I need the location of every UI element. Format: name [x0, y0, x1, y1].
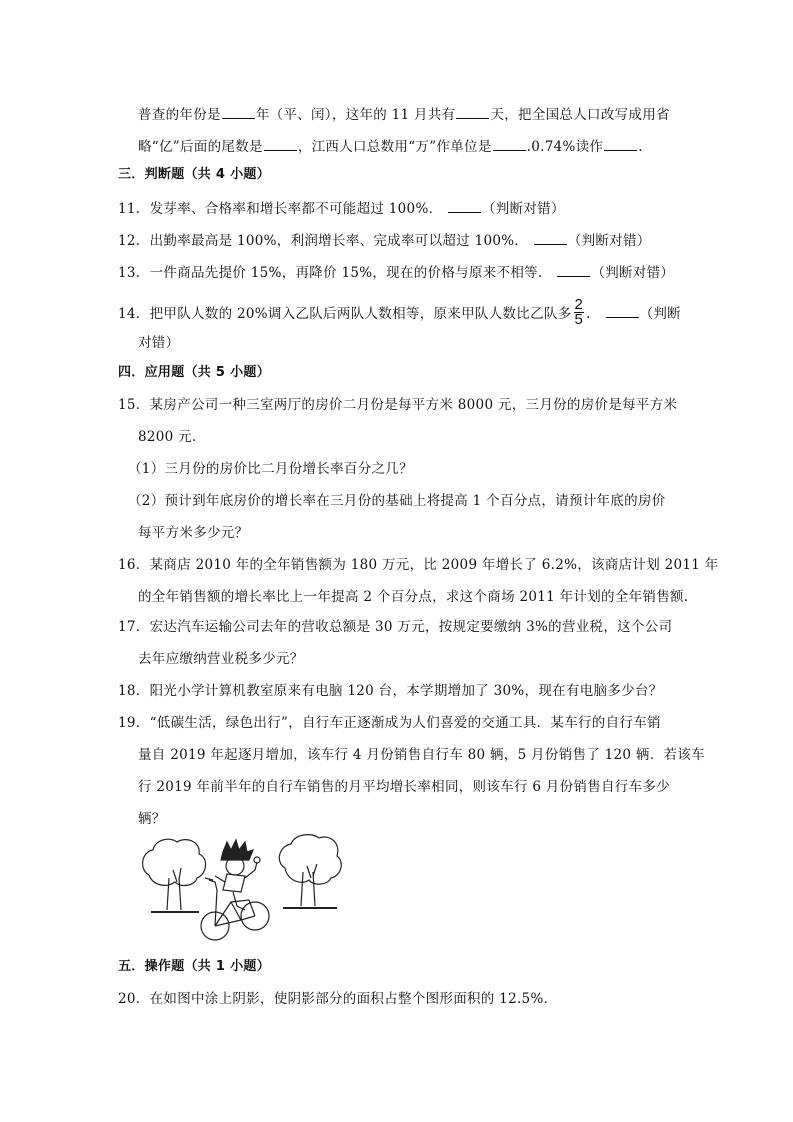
question-19	[118, 714, 661, 732]
question-text: 某房产公司一种三室两厅的房价二月份是每平方米 8000 元，三月份的房价是每平方米	[149, 397, 678, 413]
question-text: 发芽率、合格率和增长率都不可能超过 100%．	[149, 201, 443, 217]
text: ．	[586, 306, 600, 322]
question-19-line3: 行 2019 年前半年的自行车销售的月平均增长率相同，则该车行 6 月份销售自行车多少	[138, 779, 671, 795]
text: 天，把全国总人口改写成用省	[490, 107, 670, 123]
question-14-line2: 对错）	[138, 335, 180, 351]
question-20	[118, 990, 557, 1008]
question-17-line2: 去年应缴纳营业税多少元？	[138, 651, 304, 667]
question-number: 11．	[118, 201, 150, 217]
question-number: 15．	[118, 397, 150, 413]
q10-continuation-line1	[138, 104, 670, 124]
question-suffix: （判断对错）	[567, 233, 651, 249]
q10-continuation-line2	[138, 136, 643, 156]
text: .	[638, 139, 643, 155]
text: 略“亿”后面的尾数是	[138, 139, 263, 155]
answer-blank[interactable]	[606, 303, 639, 318]
section-heading-operation: 五．操作题（共 1 小题）	[118, 959, 270, 974]
question-number: 20．	[118, 991, 150, 1007]
question-suffix: （判断对错）	[481, 201, 565, 217]
boy-icon	[215, 840, 260, 910]
answer-blank[interactable]	[456, 104, 489, 119]
text: 年（平、闰），这年的 11 月共有	[255, 107, 456, 123]
text: 普查的年份是	[138, 107, 221, 123]
question-number: 14．	[118, 306, 150, 322]
question-number: 12．	[118, 233, 150, 249]
question-15-line2: 8200 元．	[138, 429, 206, 445]
question-number: 13．	[118, 265, 150, 281]
answer-blank[interactable]	[493, 136, 526, 151]
text: ，江西人口总数用“万”作单位是	[297, 139, 492, 155]
question-19-line2: 量自 2019 年起逐月增加，该车行 4 月份销售自行车 80 辆，5 月份销售了 120 辆．若该车	[138, 747, 705, 763]
question-number: 16．	[118, 557, 150, 573]
question-number: 18．	[118, 683, 150, 699]
tree-right-icon	[279, 835, 341, 908]
question-16	[118, 556, 719, 574]
question-number: 19．	[118, 715, 150, 731]
question-19-line4: 辆？	[138, 811, 166, 827]
question-text: 出勤率最高是 100%，利润增长率、完成率可以超过 100%．	[149, 233, 529, 249]
fraction-numerator: 2	[574, 296, 584, 313]
question-suffix: （判断对错）	[591, 265, 675, 281]
question-11	[118, 198, 565, 218]
question-13	[118, 262, 674, 282]
section-heading-application: 四．应用题（共 5 小题）	[118, 365, 270, 380]
bicycle-icon	[201, 878, 269, 940]
answer-blank[interactable]	[448, 198, 481, 213]
fraction-two-fifths	[574, 298, 585, 327]
question-12	[118, 230, 651, 250]
answer-blank[interactable]	[222, 104, 255, 119]
question-text: 把甲队人数的 20%调入乙队后两队人数相等，原来甲队人数比乙队多	[149, 306, 572, 322]
question-suffix: （判断	[639, 306, 681, 322]
question-15-sub2: （2）预计到年底房价的增长率在三月份的基础上将提高 1 个百分点，请预计年底的房价	[128, 493, 666, 509]
question-14	[118, 296, 681, 329]
text: .0.74%读作	[526, 139, 604, 155]
question-16-line2: 的全年销售额的增长率比上一年提高 2 个百分点，求这个商场 2011 年计划的全年销售额.	[138, 589, 689, 605]
answer-blank[interactable]	[264, 136, 297, 151]
question-15-sub1: （1）三月份的房价比二月份增长率百分之几？	[128, 461, 413, 477]
fraction-denominator: 5	[574, 311, 584, 328]
question-text: “低碳生活，绿色出行”，自行车正逐渐成为人们喜爱的交通工具．某车行的自行车销	[149, 715, 661, 731]
question-text: 某商店 2010 年的全年销售额为 180 万元，比 2009 年增长了 6.2%，该商店计划 2011 年	[149, 557, 719, 573]
bicycle-boy-illustration	[137, 830, 342, 945]
section-heading-judgement: 三．判断题（共 4 小题）	[118, 167, 270, 182]
answer-blank[interactable]	[557, 262, 590, 277]
answer-blank[interactable]	[604, 136, 637, 151]
tree-left-icon	[143, 839, 206, 912]
question-text: 在如图中涂上阴影，使阴影部分的面积占整个图形面积的 12.5%．	[149, 991, 558, 1007]
answer-blank[interactable]	[534, 230, 567, 245]
question-15	[118, 396, 677, 414]
question-18	[118, 682, 663, 700]
question-text: 宏达汽车运输公司去年的营收总额是 30 万元，按规定要缴纳 3%的营业税，这个公司	[149, 619, 673, 635]
question-15-sub2-line2: 每平方米多少元？	[138, 525, 249, 541]
question-number: 17．	[118, 619, 150, 635]
question-text: 一件商品先提价 15%，再降价 15%，现在的价格与原来不相等．	[149, 265, 552, 281]
question-17	[118, 618, 672, 636]
question-text: 阳光小学计算机教室原来有电脑 120 台，本学期增加了 30%，现在有电脑多少台？	[149, 683, 663, 699]
